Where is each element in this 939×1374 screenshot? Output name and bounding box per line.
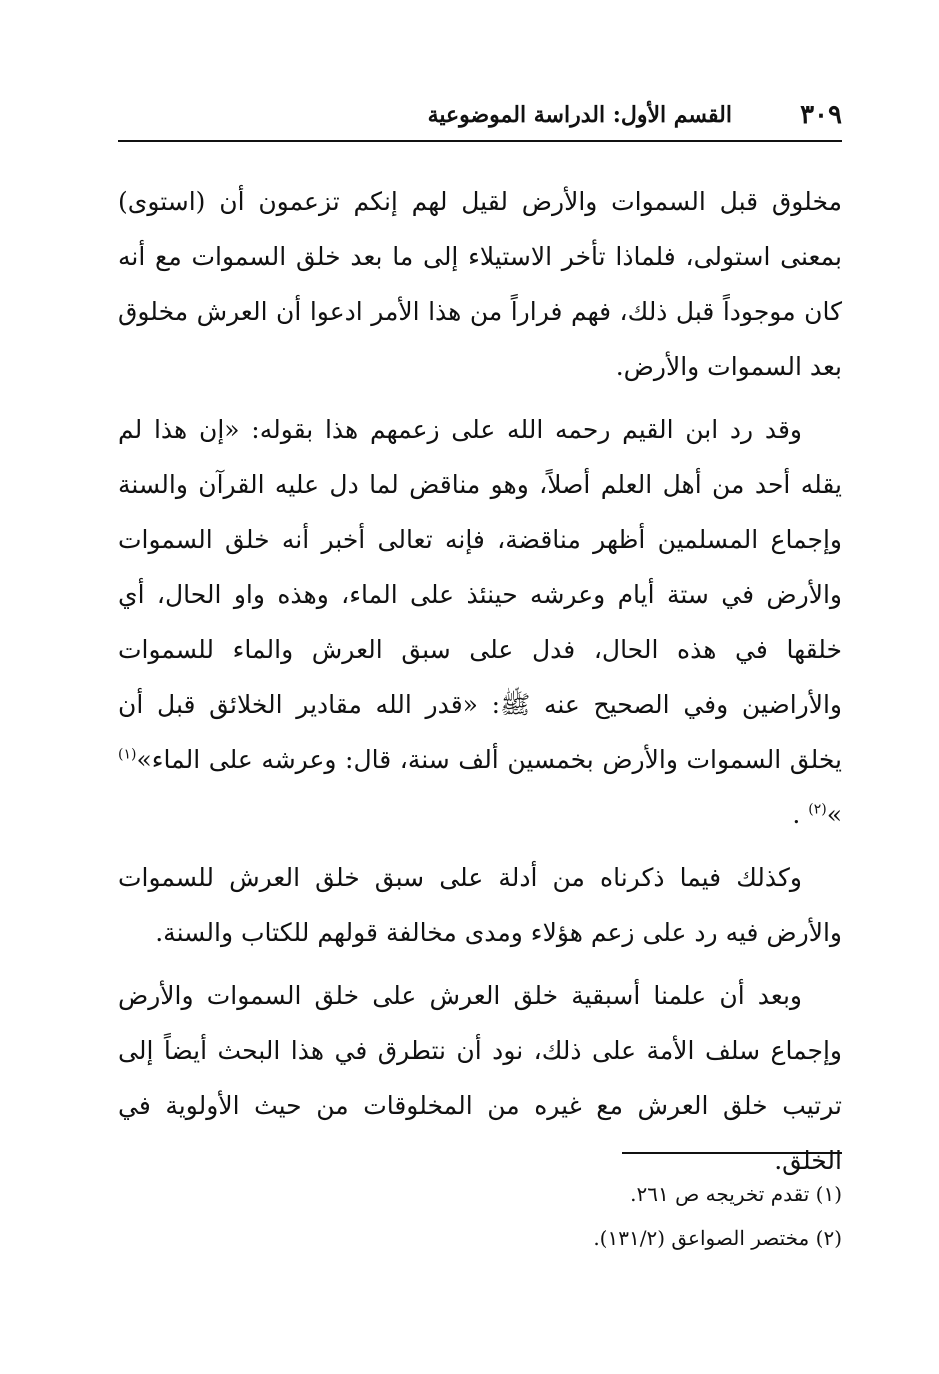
running-header <box>118 92 842 142</box>
sentence-period: . <box>792 800 801 829</box>
page-number: ٣٠٩ <box>800 100 842 130</box>
paragraph-2-text: وقد رد ابن القيم رحمه الله على زعمهم هذا بقوله: «إن هذا لم يقله أحد من أهل العلم أصلاً، وهو مناقض لما دل عليه القرآن والسنة وإجماع المسلمين أظهر مناقضة، فإنه تعالى أخبر أنه خلق السموات والأرض في ستة أيام وعرشه حينئذ على الماء، وهذه واو الحال، أي خلقها في هذه الحال، فدل على سبق العرش والماء للسموات والأراضين وفي الصحيح عنه ﷺ: «قدر الله مقادير الخلائق قبل أن يخلق السموات والأرض بخمسين ألف سنة، قال: وعرشه على الماء» <box>118 415 842 774</box>
footnote-1: (١) تقدم تخريجه ص ٢٦١. <box>630 1182 842 1206</box>
footnote-divider <box>622 1152 842 1154</box>
footnotes <box>118 1172 842 1260</box>
footnote-ref-2: (٢) <box>808 801 827 818</box>
paragraph-2 <box>118 402 842 842</box>
footnote-ref-1: (١) <box>118 746 137 763</box>
closing-quote: » <box>826 800 842 829</box>
document-page <box>118 92 842 1292</box>
paragraph-1: مخلوق قبل السموات والأرض لقيل لهم إنكم تزعمون أن (استوى) بمعنى استولى، فلماذا تأخر الاستيلاء إلى ما بعد خلق السموات مع أنه كان موجوداً قبل ذلك، فهم فراراً من هذا الأمر ادعوا أن العرش مخلوق بعد السموات والأرض. <box>118 187 842 381</box>
header-title: القسم الأول: الدراسة الموضوعية <box>427 102 732 128</box>
paragraph-3: وكذلك فيما ذكرناه من أدلة على سبق خلق العرش للسموات والأرض فيه رد على زعم هؤلاء ومدى مخالفة قولهم للكتاب والسنة. <box>118 863 842 947</box>
body-text <box>118 174 842 1188</box>
footnote-2: (٢) مختصر الصواعق (١٣١/٢). <box>593 1226 842 1250</box>
paragraph-4: وبعد أن علمنا أسبقية خلق العرش على خلق السموات والأرض وإجماع سلف الأمة على ذلك، نود أن نتطرق في هذا البحث أيضاً إلى ترتيب خلق العرش مع غيره من المخلوقات من حيث الأولوية في الخلق. <box>118 981 842 1175</box>
